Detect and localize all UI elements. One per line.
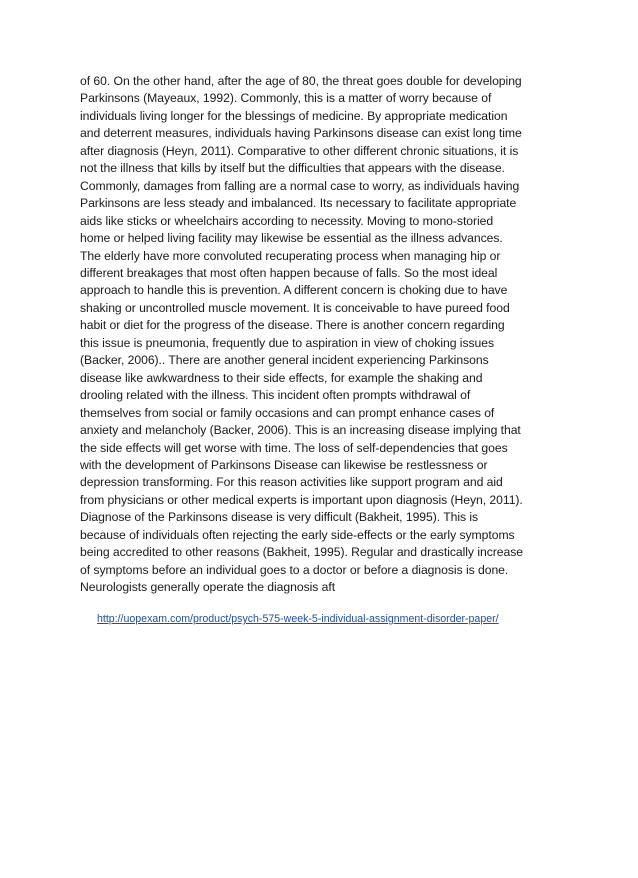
- paragraph-line: Neurologists generally operate the diagnosis aft: [80, 580, 336, 595]
- paragraph-line: not the illness that kills by itself but the difficulties that appears with the disease.: [80, 161, 505, 176]
- paragraph-line: of 60. On the other hand, after the age of 80, the threat goes double for developing: [80, 74, 522, 88]
- paragraph-line: being accredited to other reasons (Bakheit, 1995). Regular and drastically increase: [80, 545, 523, 560]
- product-link[interactable]: http://uopexam.com/product/psych-575-week-5-individual-assignment-disorder-paper/: [97, 613, 499, 625]
- paragraph-line: with the development of Parkinsons Disease can likewise be restlessness or: [80, 457, 488, 472]
- paragraph-line: this issue is pneumonia, frequently due to aspiration in view of choking issues: [80, 335, 495, 350]
- paragraph-line: because of individuals often rejecting the early side-effects or the early symptoms: [80, 527, 515, 542]
- paragraph-line: (Backer, 2006).. There are another general incident experiencing Parkinsons: [80, 353, 489, 368]
- paragraph-line: Parkinsons (Mayeaux, 1992). Commonly, this is a matter of worry because of: [80, 91, 492, 106]
- paragraph-line: after diagnosis (Heyn, 2011). Comparative to other different chronic situations, it is: [80, 143, 519, 158]
- paragraph-line: Diagnose of the Parkinsons disease is very difficult (Bakheit, 1995). This is: [80, 510, 479, 525]
- paragraph-line: Parkinsons are less steady and imbalanced. Its necessary to facilitate appropriate: [80, 196, 517, 211]
- paragraph-line: drooling related with the illness. This incident often prompts withdrawal of: [80, 388, 471, 403]
- paragraph-line: individuals living longer for the blessings of medicine. By appropriate medication: [80, 108, 508, 123]
- paragraph-line: anxiety and melancholy (Backer, 2006). This is an increasing disease implying that: [80, 423, 521, 438]
- paragraph-line: Commonly, damages from falling are a normal case to worry, as individuals having: [80, 178, 520, 193]
- paragraph-line: aids like sticks or wheelchairs according to necessity. Moving to mono-storied: [80, 213, 494, 228]
- link-paragraph: [97, 612, 499, 626]
- paragraph-line: themselves from social or family occasions and can prompt enhance cases of: [80, 405, 495, 420]
- paragraph-line: of symptoms before an individual goes to a doctor or before a diagnosis is done.: [80, 562, 509, 577]
- paragraph-line: the side effects will get worse with time. The loss of self-dependencies that goes: [80, 440, 508, 455]
- paragraph-line: shaking or uncontrolled muscle movement. It is conceivable to have pureed food: [80, 300, 510, 315]
- paragraph-line: home or helped living facility may likewise be essential as the illness advances.: [80, 231, 503, 246]
- body-paragraph: [80, 73, 580, 597]
- paragraph-line: and deterrent measures, individuals having Parkinsons disease can exist long time: [80, 126, 522, 141]
- paragraph-line: different breakages that most often happen because of falls. So the most ideal: [80, 265, 498, 280]
- paragraph-line: depression transforming. For this reason activities like support program and aid: [80, 475, 503, 490]
- paragraph-line: from physicians or other medical experts is important upon diagnosis (Heyn, 2011).: [80, 492, 523, 507]
- paragraph-line: The elderly have more convoluted recuperating process when managing hip or: [80, 248, 501, 263]
- paragraph-line: approach to handle this is prevention. A different concern is choking due to have: [80, 283, 508, 298]
- paragraph-line: disease like awkwardness to their side effects, for example the shaking and: [80, 370, 483, 385]
- paragraph-line: habit or diet for the progress of the disease. There is another concern regarding: [80, 318, 505, 333]
